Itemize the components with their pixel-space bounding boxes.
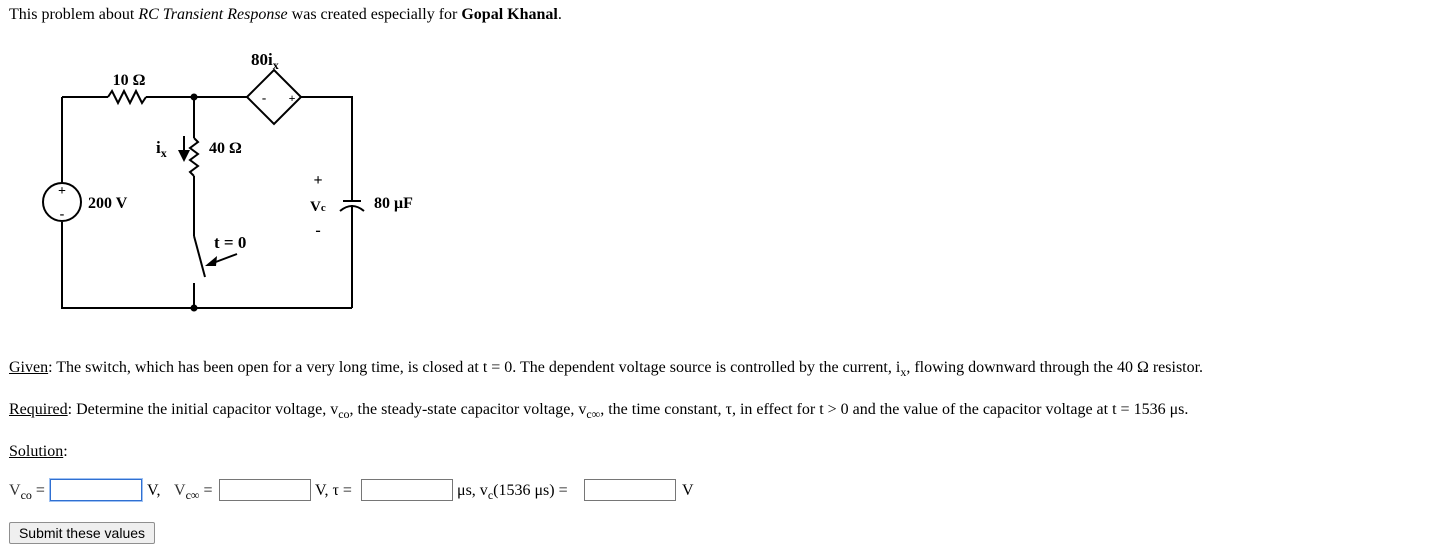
tau-input[interactable]: [361, 479, 453, 501]
given-text: : The switch, which has been open for a very long time, is closed at t = 0. The dependent voltage source is controlled by the current, i: [48, 359, 901, 376]
vco-label: $V_{co}$ =: [9, 482, 45, 502]
resistor-10: [108, 91, 146, 103]
switch-arrow-head: [205, 256, 217, 266]
vc-input[interactable]: [584, 479, 676, 501]
required-paragraph: [9, 401, 1188, 422]
submit-button[interactable]: Submit these values: [9, 522, 155, 544]
label-80ix: $80i_x$: [251, 50, 279, 72]
required-sub-co: co: [338, 407, 350, 421]
circuit-diagram: [0, 40, 460, 330]
intro-prefix: This problem about: [9, 6, 139, 23]
label-ix: $i_x$: [156, 138, 167, 160]
problem-intro: [9, 6, 562, 24]
node-top: [191, 94, 198, 101]
dep-plus: +: [288, 91, 296, 105]
required-text: : Determine the initial capacitor voltage, v: [67, 401, 339, 418]
intro-topic: RC Transient Response: [138, 6, 288, 23]
dep-minus: -: [261, 90, 267, 105]
label-40-ohm: 40 Ω: [209, 140, 242, 157]
label-10-ohm: 10 Ω: [112, 72, 146, 89]
vcinf-input[interactable]: [219, 479, 311, 501]
required-text-2: , the steady-state capacitor voltage, v: [349, 401, 587, 418]
cap-minus: -: [315, 222, 321, 239]
intro-suffix: .: [557, 6, 562, 23]
required-text-3: , the time constant, τ, in effect for t > 0 and the value of the capacitor voltage at t = 1536 μs.: [600, 401, 1189, 418]
resistor-40: [190, 138, 198, 176]
label-vc: Vc: [310, 199, 326, 215]
vcinf-unit-tau-label: V, τ =: [315, 482, 352, 499]
solution-heading: [9, 443, 68, 461]
node-bottom: [191, 305, 198, 312]
intro-student: Gopal Khanal: [461, 6, 558, 23]
switch-blade: [194, 236, 205, 277]
vco-unit: V,: [147, 482, 161, 499]
current-arrow-icon: [178, 150, 190, 162]
cap-plus: +: [313, 172, 323, 189]
vc-at-t-label: μs, $v_c(1536$ μs) =: [457, 482, 568, 502]
wire-right-upper: [301, 97, 352, 192]
vc-unit: V: [682, 482, 694, 499]
solution-colon: :: [63, 443, 68, 460]
given-paragraph: [9, 359, 1203, 380]
given-label: Given: [9, 359, 49, 376]
vcinf-label: $V_{c\infty}$ =: [174, 482, 213, 502]
label-200v: 200 V: [88, 195, 128, 212]
label-switch-t0: t = 0: [214, 233, 247, 252]
required-label: Required: [9, 401, 68, 418]
required-sub-cinf: c∞: [586, 407, 601, 421]
intro-middle: was created especially for: [287, 6, 462, 23]
given-sub: x: [900, 365, 907, 379]
vco-input[interactable]: [50, 479, 142, 501]
given-text-end: , flowing downward through the 40 Ω resistor.: [906, 359, 1204, 376]
src-plus: +: [58, 184, 66, 199]
label-80uf: 80 μF: [374, 195, 413, 212]
solution-label: Solution: [9, 443, 64, 460]
src-minus: -: [59, 207, 65, 222]
